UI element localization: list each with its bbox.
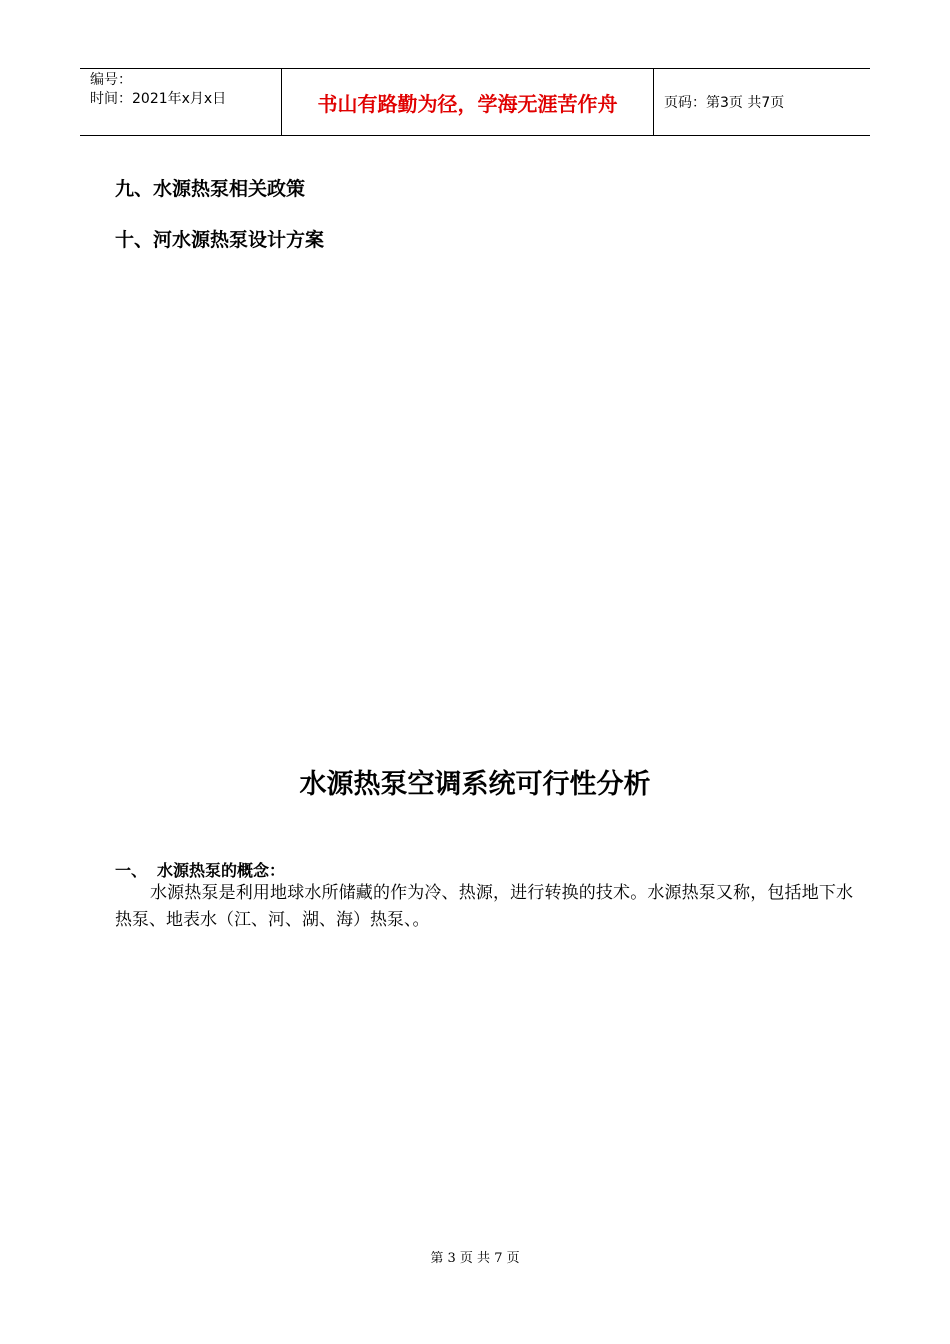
section-heading xyxy=(115,858,285,881)
page-header xyxy=(80,68,870,136)
document-title: 水源热泵空调系统可行性分析 xyxy=(299,769,651,800)
section-number: 一、 xyxy=(115,861,148,880)
header-motto: 书山有路勤为径，学海无涯苦作舟 xyxy=(282,69,654,135)
toc-item-policy: 九、水源热泵相关政策 xyxy=(115,178,306,200)
page-footer: 第 3 页 共 7 页 xyxy=(430,1251,520,1266)
document-number-label: 编号： xyxy=(90,72,132,88)
section-paragraph: 水源热泵是利用地球水所储藏的作为冷、热源，进行转换的技术。水源热泵又称，包括地下水热泵、地表水（江、河、湖、海）热泵、。 xyxy=(115,883,853,930)
toc-item-design: 十、河水源热泵设计方案 xyxy=(115,229,325,251)
header-page-info: 页码：第3页 共7页 xyxy=(664,95,785,111)
section-heading-text: 水源热泵的概念： xyxy=(157,861,286,880)
document-date-label: 时间：2021年x月x日 xyxy=(90,91,227,107)
header-meta-cell xyxy=(80,69,282,135)
